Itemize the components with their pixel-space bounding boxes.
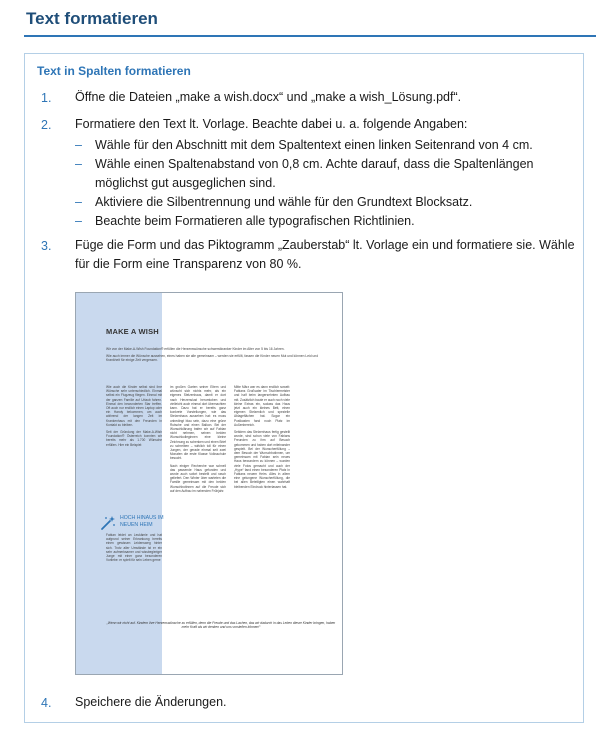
preview-paragraph: Seitdem das Stelzenhaus fertig gestellt wurde, sind schon viele von Fabians Freunden zu ihm auf Besuch gekommen und haben dort miteinander gespielt. Bei der Wunscherfüllung – dem Besuch der Wunschbotinnen, um gemeinsam mit Fabian sein neues Haus bewundern zu können – wurden viele Fotos gemacht und auch der „Hype“ fand einen besonderen Platz in Fabians neuem Heim. Alles in allem eine gelungene Wunscherfüllung, die bei allen Beteiligten einen wahrhaft bleibenden Eindruck hinterlassen hat. [234,430,290,489]
sub-item-left-margin [75,136,570,155]
step-text-1: Öffne die Dateien „make a wish.docx“ und „make a wish_Lösung.pdf“. [75,90,462,104]
preview-column-2 [170,385,226,615]
preview-title: MAKE A WISH [106,327,159,336]
step-number-1: 1. [41,91,52,105]
step-text-3: Füge die Form und das Piktogramm „Zauberstab“ lt. Vorlage ein und formatiere sie. Wähle für die Form eine Transparenz von 80 %. [75,238,575,271]
dash-bullet: – [75,214,82,228]
box-title: Text in Spalten formatieren [37,64,191,78]
dash-bullet: – [75,195,82,209]
preview-column-3 [234,385,290,615]
preview-column-1-continued [106,533,162,613]
dash-bullet: – [75,157,82,171]
preview-paragraph: Nach einiger Recherche war schnell das passende Haus gefunden und wurde auch sofort bestellt und rasch geliefert. Den Winter über warteten die Familie gemeinsam mit den beiden Wunschbotinnen auf die Freude sich auf den Aufbau im nahenden Frühjahr. [170,463,226,493]
sub-item-text: Beachte beim Formatieren alle typografischen Richtlinien. [95,214,415,228]
task-box [24,53,584,723]
magic-wand-icon [100,515,116,531]
step-number-2: 2. [41,118,52,132]
preview-paragraph: im großen Garten seiner Eltern und wünscht sich nichts mehr, als ein eigenes Stelzenhaus, damit er dort nach Herzenslust herumtoben und vielleicht auch einmal dort übernachten kann. Dazu hat er bereits ganz konkrete Vorstellungen, wie das Stelzenhaus aussehen hat: es muss unbedingt blau sein, dazu eine grüne Rutsche und einen Balkon. Bei der Wunschklärung trafen wir auf Fabian nicht nehmen, seinen beiden Wunschkolleginnen eine kleine Zeichnung zu schenken und einen Brief zu schreiben – wirklich toll für einen Jungen, der gerade einmal seit zwei Monaten die erste Klasse Volksschule besucht. [170,385,226,461]
sub-item-column-spacing [75,155,570,193]
sub-item-typography [75,212,570,231]
preview-paragraph: Seit der Gründung der Make-A-Wish Foundation® Österreich konnten wir bereits mehr als 1.700 Wünsche erfüllen. Hier ein Beispiel: [106,430,162,447]
preview-paragraph: Wie auch die Kinder selbst sind ihre Wünsche sehr unterschiedlich. Einmal selbst ein Flugzeug fliegen. Einmal mit der ganzen Familie auf Urlaub fahren. Einmal den bewunderten Star treffen. Oft auch nur endlich einen Laptop oder ein Handy bekommen, um auch während der langen Zeit im Krankenhaus mit den Freunden in Kontakt zu bleiben. [106,385,162,427]
dash-bullet: – [75,138,82,152]
preview-quote: „Wenn wir nicht auf. Kindern ihre Herzenswünsche zu erfüllen, denn die Freude und das Lachen, das wir dadurch in das Leben dieser Kinder bringen, haben mehr Kraft als wir denken und uns vorstellen können!“ [106,621,336,630]
document-preview [75,292,343,675]
title-rule [24,35,596,37]
page-title: Text formatieren [26,9,158,28]
sub-item-text: Wähle einen Spaltenabstand von 0,8 cm. Achte darauf, dass die Spaltenlängen möglichst gut ausgeglichen sind. [95,157,534,190]
preview-paragraph: Fabian leidet an Leukämie und hat aufgrund seiner Erkrankung bereits einen gewissen Leidensweg hinter sich. Trotz aller Umstände ist er ein sehr aufmerksamer und wissbegieriger Junge mit einer ganz besonderen Vorliebe: er spielt für sein Leben gerne [106,533,162,563]
preview-paragraph: Mitte März war es dann endlich soweit: Fabians Großvater im Tischlermeister und half beim langersehnten Aufbau mit. Zusätzlich baute er auch noch viele kleine Extras ein, sodass das Haus jetzt auch ein kleines Bett, einen eigenen Stelzenlich und spezielle Ablageflächen hat. Sogar ein Postkasten fand noch Platz im Außenbereich. [234,385,290,427]
preview-intro [106,347,326,363]
step-text-2: Formatiere den Text lt. Vorlage. Beachte dabei u. a. folgende Angaben: [75,117,468,131]
sub-item-text: Wähle für den Abschnitt mit dem Spaltentext einen linken Seitenrand von 4 cm. [95,138,533,152]
preview-heading: HOCH HINAUS IM NEUEN HEIM [120,515,164,528]
sub-item-text: Aktiviere die Silbentrennung und wähle für den Grundtext Blocksatz. [95,195,473,209]
sub-item-hyphenation [75,193,570,212]
preview-intro-line-2: Wie auch immer die Wünsche aussehen, eines haben sie alle gemeinsam – werden sie erfüllt, fassen die Kinder neuen Mut und können Leid und Krankheit für einige Zeit vergessen. [106,354,319,363]
preview-intro-line-1: Wir von der Make-A-Wish Foundation® erfüllen die Herzenswünsche schwerstkranker Kinder im Alter von 5 bis 16 Jahren. [106,347,285,351]
preview-column-1 [106,385,162,510]
step-text-4: Speichere die Änderungen. [75,695,227,709]
step-number-3: 3. [41,239,52,253]
step-number-4: 4. [41,696,52,710]
